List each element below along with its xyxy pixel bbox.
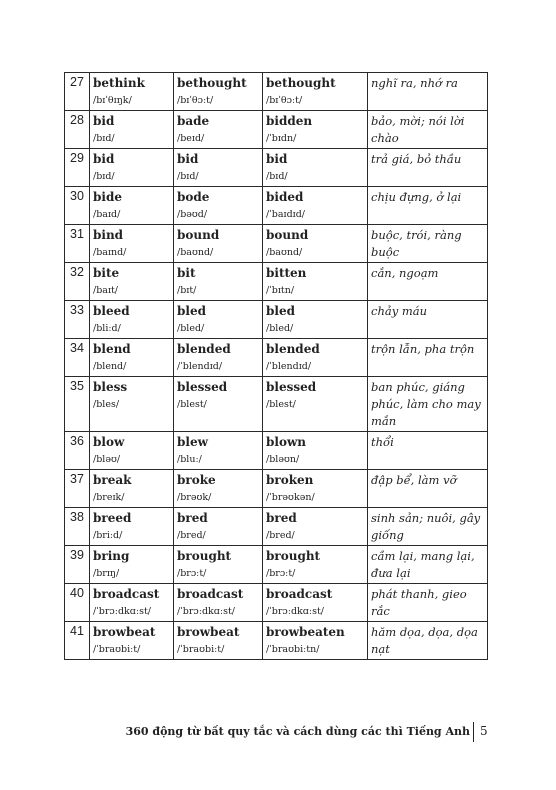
verb-base-pronunciation: /ˈbraʊbiːt/ bbox=[93, 644, 141, 655]
row-number: 27 bbox=[65, 73, 90, 111]
verb-past-cell bbox=[174, 622, 263, 660]
verb-past-participle-cell bbox=[263, 584, 368, 622]
verb-past-word: bled bbox=[177, 304, 206, 318]
verb-past-participle-word: bred bbox=[266, 511, 297, 525]
meaning-cell: buộc, trói, ràng buộc bbox=[368, 225, 488, 263]
table-row bbox=[65, 339, 488, 377]
row-number: 35 bbox=[65, 377, 90, 432]
table-row bbox=[65, 622, 488, 660]
verb-base-word: browbeat bbox=[93, 625, 156, 639]
verb-past-pronunciation: /ˈblendɪd/ bbox=[177, 361, 223, 372]
verb-past-participle-cell bbox=[263, 225, 368, 263]
page-number: 5 bbox=[480, 724, 488, 738]
table-row bbox=[65, 470, 488, 508]
verb-past-participle-cell bbox=[263, 149, 368, 187]
verb-past-pronunciation: /brəʊk/ bbox=[177, 492, 212, 503]
verb-base-word: break bbox=[93, 473, 132, 487]
verb-past-word: blessed bbox=[177, 380, 228, 394]
verb-past-word: broke bbox=[177, 473, 216, 487]
verb-past-participle-pronunciation: /brɔːt/ bbox=[266, 568, 296, 579]
verb-past-participle-cell bbox=[263, 187, 368, 225]
verb-past-participle-word: bitten bbox=[266, 266, 307, 280]
verb-base-cell bbox=[90, 432, 174, 470]
verb-past-participle-pronunciation: /bled/ bbox=[266, 323, 294, 334]
verb-past-participle-pronunciation: /bɪˈθɔːt/ bbox=[266, 95, 303, 106]
verb-past-participle-cell bbox=[263, 432, 368, 470]
verb-past-cell bbox=[174, 111, 263, 149]
verb-past-word: brought bbox=[177, 549, 232, 563]
verb-base-pronunciation: /bles/ bbox=[93, 399, 120, 410]
verb-past-participle-cell bbox=[263, 622, 368, 660]
row-number: 36 bbox=[65, 432, 90, 470]
irregular-verbs-table bbox=[64, 72, 488, 660]
verb-past-participle-cell bbox=[263, 339, 368, 377]
verb-past-participle-word: bided bbox=[266, 190, 304, 204]
verb-base-word: bide bbox=[93, 190, 122, 204]
verb-base-word: bid bbox=[93, 152, 115, 166]
row-number: 38 bbox=[65, 508, 90, 546]
verb-past-participle-word: bound bbox=[266, 228, 309, 242]
page-footer bbox=[0, 722, 556, 742]
verb-base-cell bbox=[90, 470, 174, 508]
verb-base-pronunciation: /breɪk/ bbox=[93, 492, 125, 503]
meaning-cell: bảo, mời; nói lời chào bbox=[368, 111, 488, 149]
verb-past-participle-cell bbox=[263, 508, 368, 546]
row-number: 30 bbox=[65, 187, 90, 225]
verb-base-pronunciation: /bɪd/ bbox=[93, 133, 115, 144]
verb-past-participle-cell bbox=[263, 73, 368, 111]
verb-base-pronunciation: /bɪˈθɪŋk/ bbox=[93, 95, 132, 106]
meaning-cell: thổi bbox=[368, 432, 488, 470]
verb-base-word: bid bbox=[93, 114, 115, 128]
verb-base-word: bind bbox=[93, 228, 124, 242]
verb-past-participle-pronunciation: /ˈbrəʊkən/ bbox=[266, 492, 315, 503]
table-row bbox=[65, 377, 488, 432]
verb-base-pronunciation: /blend/ bbox=[93, 361, 127, 372]
row-number: 39 bbox=[65, 546, 90, 584]
verb-past-participle-pronunciation: /blest/ bbox=[266, 399, 296, 410]
verb-past-pronunciation: /ˈbraʊbiːt/ bbox=[177, 644, 225, 655]
book-title: 360 động từ bất quy tắc và cách dùng các thì Tiếng Anh bbox=[125, 725, 470, 738]
verb-base-cell bbox=[90, 622, 174, 660]
verb-past-participle-word: bethought bbox=[266, 76, 336, 90]
row-number: 32 bbox=[65, 263, 90, 301]
verb-base-cell bbox=[90, 584, 174, 622]
verb-base-word: bleed bbox=[93, 304, 130, 318]
row-number: 33 bbox=[65, 301, 90, 339]
row-number: 37 bbox=[65, 470, 90, 508]
row-number: 41 bbox=[65, 622, 90, 660]
meaning-cell: nghĩ ra, nhớ ra bbox=[368, 73, 488, 111]
verb-base-word: broadcast bbox=[93, 587, 160, 601]
table-row bbox=[65, 111, 488, 149]
table-row bbox=[65, 301, 488, 339]
verb-past-participle-pronunciation: /bləʊn/ bbox=[266, 454, 300, 465]
verb-past-cell bbox=[174, 432, 263, 470]
table-row bbox=[65, 187, 488, 225]
verb-base-pronunciation: /bliːd/ bbox=[93, 323, 121, 334]
row-number: 34 bbox=[65, 339, 90, 377]
verb-past-participle-cell bbox=[263, 377, 368, 432]
verb-past-participle-word: bidden bbox=[266, 114, 313, 128]
verb-past-word: bid bbox=[177, 152, 199, 166]
verb-past-participle-word: broadcast bbox=[266, 587, 333, 601]
verb-base-word: bless bbox=[93, 380, 128, 394]
table-row bbox=[65, 432, 488, 470]
verb-past-cell bbox=[174, 546, 263, 584]
meaning-cell: phát thanh, gieo rắc bbox=[368, 584, 488, 622]
verb-past-cell bbox=[174, 584, 263, 622]
verb-base-cell bbox=[90, 225, 174, 263]
verb-base-pronunciation: /brɪŋ/ bbox=[93, 568, 120, 579]
verb-past-pronunciation: /blest/ bbox=[177, 399, 207, 410]
verb-past-pronunciation: /beɪd/ bbox=[177, 133, 205, 144]
verb-past-participle-pronunciation: /ˈblendɪd/ bbox=[266, 361, 312, 372]
verb-past-participle-pronunciation: /ˈbaɪdɪd/ bbox=[266, 209, 305, 220]
verb-base-cell bbox=[90, 508, 174, 546]
verb-past-pronunciation: /brɔːt/ bbox=[177, 568, 207, 579]
verb-base-pronunciation: /bləʊ/ bbox=[93, 454, 121, 465]
verb-past-participle-word: bid bbox=[266, 152, 288, 166]
verb-past-participle-cell bbox=[263, 470, 368, 508]
verb-base-word: blend bbox=[93, 342, 131, 356]
verb-past-participle-word: brought bbox=[266, 549, 321, 563]
table-row bbox=[65, 584, 488, 622]
verb-base-pronunciation: /baɪt/ bbox=[93, 285, 119, 296]
verb-past-word: bethought bbox=[177, 76, 247, 90]
verb-past-pronunciation: /bəʊd/ bbox=[177, 209, 208, 220]
verb-past-pronunciation: /bɪt/ bbox=[177, 285, 197, 296]
meaning-cell: đập bể, làm vỡ bbox=[368, 470, 488, 508]
table-row bbox=[65, 546, 488, 584]
verb-past-participle-word: browbeaten bbox=[266, 625, 345, 639]
table-row bbox=[65, 149, 488, 187]
verb-past-participle-pronunciation: /ˈbraʊbiːtn/ bbox=[266, 644, 320, 655]
verb-past-word: browbeat bbox=[177, 625, 240, 639]
verb-base-pronunciation: /baɪd/ bbox=[93, 209, 121, 220]
verb-past-word: bode bbox=[177, 190, 210, 204]
table-row bbox=[65, 73, 488, 111]
verb-past-pronunciation: /bɪˈθɔːt/ bbox=[177, 95, 214, 106]
verb-past-participle-pronunciation: /bred/ bbox=[266, 530, 295, 541]
verb-past-cell bbox=[174, 225, 263, 263]
verb-base-word: breed bbox=[93, 511, 132, 525]
meaning-cell: sinh sản; nuôi, gây giống bbox=[368, 508, 488, 546]
verb-past-word: bred bbox=[177, 511, 208, 525]
verb-base-cell bbox=[90, 301, 174, 339]
table-body bbox=[65, 73, 488, 660]
verb-past-participle-pronunciation: /baʊnd/ bbox=[266, 247, 303, 258]
meaning-cell: trộn lẫn, pha trộn bbox=[368, 339, 488, 377]
verb-past-cell bbox=[174, 149, 263, 187]
verb-past-pronunciation: /bluː/ bbox=[177, 454, 202, 465]
verb-past-pronunciation: /baʊnd/ bbox=[177, 247, 214, 258]
verb-base-cell bbox=[90, 339, 174, 377]
verb-past-participle-pronunciation: /ˈbɪdn/ bbox=[266, 133, 297, 144]
verb-past-word: bit bbox=[177, 266, 196, 280]
verb-base-word: bite bbox=[93, 266, 120, 280]
verb-base-pronunciation: /bɪd/ bbox=[93, 171, 115, 182]
verb-base-cell bbox=[90, 187, 174, 225]
meaning-cell: trả giá, bỏ thầu bbox=[368, 149, 488, 187]
verb-past-cell bbox=[174, 339, 263, 377]
verb-past-participle-cell bbox=[263, 301, 368, 339]
verb-base-cell bbox=[90, 111, 174, 149]
verb-past-word: bade bbox=[177, 114, 210, 128]
verb-past-pronunciation: /bred/ bbox=[177, 530, 206, 541]
verb-base-cell bbox=[90, 546, 174, 584]
verb-base-word: bethink bbox=[93, 76, 145, 90]
verb-past-participle-cell bbox=[263, 546, 368, 584]
verb-past-word: blew bbox=[177, 435, 208, 449]
verb-past-cell bbox=[174, 377, 263, 432]
footer-divider bbox=[473, 722, 474, 742]
meaning-cell: cầm lại, mang lại, đưa lại bbox=[368, 546, 488, 584]
verb-past-participle-pronunciation: /ˈbɪtn/ bbox=[266, 285, 295, 296]
row-number: 28 bbox=[65, 111, 90, 149]
meaning-cell: chảy máu bbox=[368, 301, 488, 339]
verb-past-pronunciation: /bɪd/ bbox=[177, 171, 199, 182]
table-row bbox=[65, 263, 488, 301]
verb-past-participle-word: blended bbox=[266, 342, 320, 356]
table-row bbox=[65, 225, 488, 263]
meaning-cell: chịu đựng, ở lại bbox=[368, 187, 488, 225]
verb-base-word: blow bbox=[93, 435, 125, 449]
verb-base-pronunciation: /ˈbrɔːdkɑːst/ bbox=[93, 606, 151, 617]
verb-past-participle-pronunciation: /bɪd/ bbox=[266, 171, 288, 182]
row-number: 29 bbox=[65, 149, 90, 187]
verb-base-pronunciation: /briːd/ bbox=[93, 530, 123, 541]
verb-base-word: bring bbox=[93, 549, 130, 563]
row-number: 40 bbox=[65, 584, 90, 622]
verb-past-participle-pronunciation: /ˈbrɔːdkɑːst/ bbox=[266, 606, 324, 617]
verb-past-cell bbox=[174, 301, 263, 339]
verb-past-participle-cell bbox=[263, 111, 368, 149]
row-number: 31 bbox=[65, 225, 90, 263]
verb-past-cell bbox=[174, 263, 263, 301]
verb-base-cell bbox=[90, 377, 174, 432]
verb-past-participle-word: broken bbox=[266, 473, 314, 487]
verb-past-cell bbox=[174, 470, 263, 508]
verb-past-cell bbox=[174, 73, 263, 111]
verb-base-cell bbox=[90, 263, 174, 301]
verb-past-participle-word: blessed bbox=[266, 380, 317, 394]
verb-past-pronunciation: /ˈbrɔːdkɑːst/ bbox=[177, 606, 235, 617]
verb-past-word: bound bbox=[177, 228, 220, 242]
verb-past-word: broadcast bbox=[177, 587, 244, 601]
verb-past-participle-word: blown bbox=[266, 435, 307, 449]
verb-past-cell bbox=[174, 508, 263, 546]
verb-base-cell bbox=[90, 149, 174, 187]
verb-base-pronunciation: /baɪnd/ bbox=[93, 247, 127, 258]
meaning-cell: ban phúc, giáng phúc, làm cho may mắn bbox=[368, 377, 488, 432]
verb-past-pronunciation: /bled/ bbox=[177, 323, 205, 334]
verb-past-cell bbox=[174, 187, 263, 225]
verb-past-participle-word: bled bbox=[266, 304, 295, 318]
verb-past-word: blended bbox=[177, 342, 231, 356]
verb-base-cell bbox=[90, 73, 174, 111]
meaning-cell: hăm dọa, dọa, dọa nạt bbox=[368, 622, 488, 660]
verb-past-participle-cell bbox=[263, 263, 368, 301]
meaning-cell: cắn, ngoạm bbox=[368, 263, 488, 301]
table-row bbox=[65, 508, 488, 546]
